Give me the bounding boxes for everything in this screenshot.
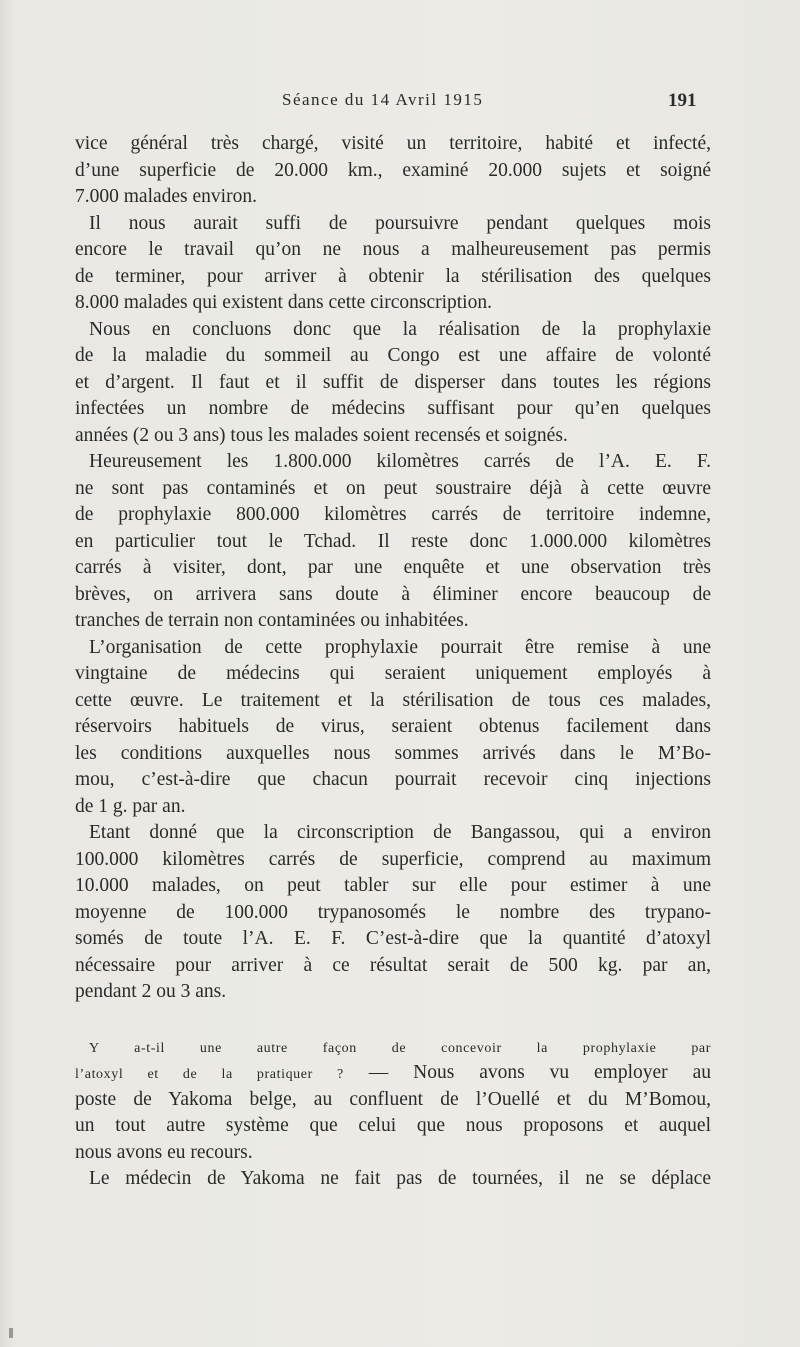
text-line: années (2 ou 3 ans) tous les malades soient recensés et soignés. bbox=[75, 424, 568, 446]
text-line: Heureusement les 1.800.000 kilomètres carrés de l’A. E. F. bbox=[89, 451, 711, 472]
body-text bbox=[75, 131, 711, 1193]
text-line: infectées un nombre de médecins suffisant pour qu’en quelques bbox=[75, 398, 711, 419]
text-line: Nous en concluons donc que la réalisation de la prophylaxie bbox=[89, 318, 711, 340]
text-line bbox=[75, 1060, 711, 1087]
text-line: tranches de terrain non contaminées ou inhabitées. bbox=[75, 610, 469, 631]
text-line: somés de toute l’A. E. F. C’est-à-dire que la quantité d’atoxyl bbox=[75, 928, 711, 949]
text-line: nous avons eu recours. bbox=[75, 1141, 253, 1163]
text-run: — Nous avons vu employer au bbox=[343, 1062, 711, 1083]
text-line: cette œuvre. Le traitement et la stérilisation de tous ces malades, bbox=[75, 689, 711, 711]
text-line: 8.000 malades qui existent dans cette circonscription. bbox=[75, 292, 492, 313]
text-line: vice général très chargé, visité un territoire, habité et infecté, bbox=[75, 133, 711, 154]
text-line: 100.000 kilomètres carrés de superficie, comprend au maximum bbox=[75, 848, 711, 870]
text-line: un tout autre système que celui que nous proposons et auquel bbox=[75, 1115, 711, 1136]
section-heading: Y a-t-il une autre façon de concevoir la prophylaxie par bbox=[89, 1040, 711, 1056]
text-line: de 1 g. par an. bbox=[75, 795, 186, 817]
section-heading-line bbox=[75, 1034, 711, 1061]
text-line: moyenne de 100.000 trypanosomés le nombre des trypano- bbox=[75, 901, 711, 923]
text-line: nécessaire pour arriver à ce résultat serait de 500 kg. par an, bbox=[75, 954, 711, 976]
paragraph bbox=[75, 635, 711, 821]
text-line: ne sont pas contaminés et on peut soustraire déjà à cette œuvre bbox=[75, 477, 711, 499]
text-line: d’une superficie de 20.000 km., examiné 20.000 sujets et soigné bbox=[75, 159, 711, 181]
text-line: mou, c’est-à-dire que chacun pourrait recevoir cinq injections bbox=[75, 769, 711, 790]
text-line: les conditions auxquelles nous sommes arrivés dans le M’Bo- bbox=[75, 742, 711, 764]
section-heading-end: l’atoxyl et de la pratiquer ? bbox=[75, 1067, 344, 1082]
text-line: de terminer, pour arriver à obtenir la stérilisation des quelques bbox=[75, 265, 711, 287]
paragraph bbox=[75, 1166, 711, 1193]
text-line: de la maladie du sommeil au Congo est une affaire de volonté bbox=[75, 345, 711, 366]
running-head: Séance du 14 Avril 1915 bbox=[282, 90, 484, 109]
margin-mark bbox=[9, 1328, 13, 1338]
text-line: et d’argent. Il faut et il suffit de disperser dans toutes les régions bbox=[75, 371, 711, 393]
text-line: en particulier tout le Tchad. Il reste donc 1.000.000 kilomètres bbox=[75, 530, 711, 552]
text-line: Etant donné que la circonscription de Bangassou, qui a environ bbox=[89, 822, 711, 843]
paragraph bbox=[75, 131, 711, 211]
text-line: L’organisation de cette prophylaxie pourrait être remise à une bbox=[89, 636, 711, 658]
text-line: carrés à visiter, dont, par une enquête et une observation très bbox=[75, 557, 711, 578]
text-line: Il nous aurait suffi de poursuivre pendant quelques mois bbox=[89, 212, 711, 234]
page-number: 191 bbox=[668, 90, 697, 111]
paragraph bbox=[75, 317, 711, 450]
paragraph bbox=[75, 211, 711, 317]
section-gap bbox=[75, 1006, 711, 1034]
text-line: vingtaine de médecins qui seraient uniquement employés à bbox=[75, 663, 711, 684]
paragraph bbox=[75, 449, 711, 635]
paragraph bbox=[75, 820, 711, 1006]
text-line: Le médecin de Yakoma ne fait pas de tournées, il ne se déplace bbox=[89, 1168, 711, 1189]
paragraph bbox=[75, 1034, 711, 1167]
page-header bbox=[0, 86, 800, 116]
text-line: 10.000 malades, on peut tabler sur elle pour estimer à une bbox=[75, 875, 711, 896]
text-line: brèves, on arrivera sans doute à éliminer encore beaucoup de bbox=[75, 583, 711, 605]
text-line: 7.000 malades environ. bbox=[75, 186, 257, 207]
text-line: pendant 2 ou 3 ans. bbox=[75, 981, 227, 1002]
text-line: poste de Yakoma belge, au confluent de l’Ouellé et du M’Bomou, bbox=[75, 1088, 711, 1110]
text-line: encore le travail qu’on ne nous a malheureusement pas permis bbox=[75, 239, 711, 260]
text-line: réservoirs habituels de virus, seraient obtenus facilement dans bbox=[75, 716, 711, 737]
text-line: de prophylaxie 800.000 kilomètres carrés de territoire indemne, bbox=[75, 504, 711, 525]
